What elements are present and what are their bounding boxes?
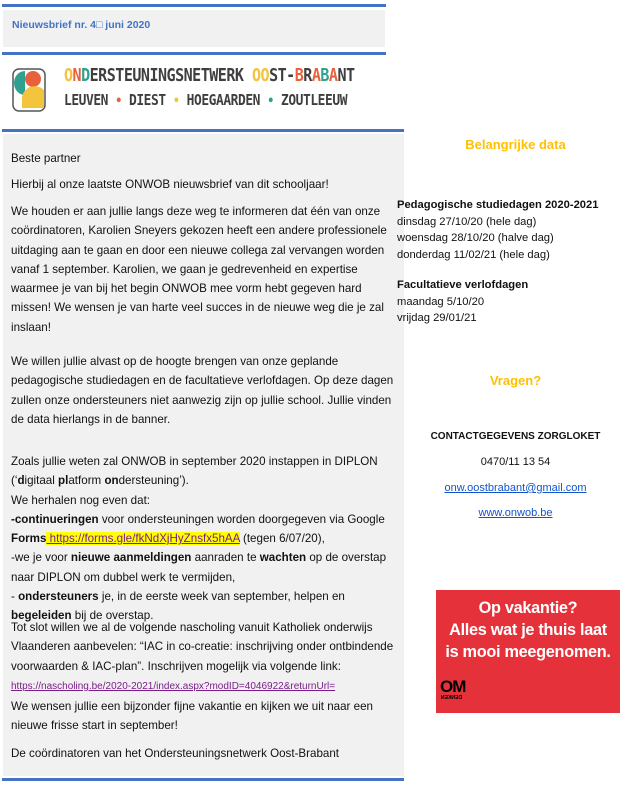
nascholing-link[interactable]: https://nascholing.be/2020-2021/index.aspx?modID=4046922&returnUrl= — [11, 680, 336, 692]
logo-banner — [0, 56, 386, 126]
intro-paragraph: Hierbij al onze laatste ONWOB nieuwsbrief van dit schooljaar! — [11, 178, 329, 191]
study-days-title: Pedagogische studiedagen 2020-2021 — [397, 199, 599, 211]
ad-text: Op vakantie? Alles wat je thuis laat is mooi meegenomen. — [445, 599, 611, 661]
leave-days-title: Facultatieve verlofdagen — [397, 279, 529, 291]
contact-website-wrap — [405, 507, 626, 519]
study-day-item: dinsdag 27/10/20 (hele dag) — [397, 215, 537, 228]
body-bottom-rule — [2, 778, 404, 781]
contact-phone: 0470/11 13 54 — [480, 456, 551, 468]
body-top-rule — [2, 129, 404, 132]
newsletter-body — [3, 134, 404, 776]
closing-paragraph: We wensen jullie een bijzonder fijne vakantie en kijken we uit naar een nieuwe frisse start in september! — [11, 700, 373, 733]
issue-label: Nieuwsbrief nr. 4□ juni 2020 — [12, 19, 151, 31]
contact-title: CONTACTGEGEVENS ZORGLOKET — [430, 431, 601, 442]
network-logo-icon — [12, 68, 46, 112]
study-days-block — [397, 197, 598, 263]
header-band — [3, 10, 385, 47]
important-dates-heading: Belangrijke data — [465, 137, 566, 152]
google-forms-link[interactable]: https://forms.gle/fkNdXjHyZnsfx5hAA — [46, 532, 240, 546]
questions-heading: Vragen? — [489, 373, 542, 388]
study-day-item: donderdag 11/02/21 (hele dag) — [397, 248, 550, 261]
logo-title: ONDERSTEUNINGSNETWERK OOST-BRABANT — [64, 66, 355, 86]
training-paragraph: Tot slot willen we al de volgende nascholing vanuit Katholiek onderwijs Vlaanderen aanbevelen: “IAC in co-creatie: inschrijving onder ontbindende voorwaarden & IAC-plan”. Inschrijven mogelijk via volgende link: https://nascholing.be/2020-2021/index.aspx?modID=4046922&returnUrl= — [11, 621, 394, 692]
vacation-ad — [436, 590, 620, 713]
diplon-paragraph: Zoals jullie weten zal ONWOB in september 2020 instappen in DIPLON (‘digitaal platform ondersteuning’). We herhalen nog even dat: -continueringen voor ondersteuningen worden doorgegeven via Google Forms https://forms.gle/fkNdXjHyZnsfx5hAA (tegen 6/07/20), -we je voor nieuwe aanmeldingen aanraden te wachten op de overstap naar DIPLON om dubbel werk te vermijden, - ondersteuners je, in de eerste week van september, helpen en begeleiden bij de overstap. — [11, 455, 387, 623]
farewell-paragraph: We houden er aan jullie langs deze weg te informeren dat één van onze coördinatoren, Karolien Sneyers gekozen heeft een andere professionele uitdaging aan te gaan en door een nieuwe collega zal vervangen worden vanaf 1 september. Karolien, we gaan je gedrevenheid en expertise waarmee je van bij het begin ONWOB mee vorm hebt gegeven hard missen! We wensen je van harte veel succes in de nieuwe weg die je zal inslaan! — [11, 205, 387, 334]
leave-days-block — [397, 277, 528, 327]
email-link[interactable]: onw.oostbrabant@gmail.com — [444, 482, 587, 494]
signature: De coördinatoren van het Ondersteuningsnetwerk Oost-Brabant — [11, 747, 340, 760]
leave-day-item: vrijdag 29/01/21 — [397, 312, 477, 324]
om-logo: OM DENKEN — [440, 677, 466, 701]
leave-day-item: maandag 5/10/20 — [397, 295, 485, 308]
website-link[interactable]: www.onwob.be — [478, 507, 553, 519]
header-bottom-rule — [2, 52, 386, 55]
top-rule — [2, 4, 386, 7]
study-day-item: woensdag 28/10/20 (halve dag) — [397, 232, 554, 244]
logo-subtitle: LEUVEN • DIEST • HOEGAARDEN • ZOUTLEEUW — [64, 91, 348, 109]
greeting: Beste partner — [11, 152, 81, 165]
contact-email-wrap — [405, 482, 626, 494]
studydays-paragraph: We willen jullie alvast op de hoogte brengen van onze geplande pedagogische studiedagen en de facultatieve verlofdagen. Op deze dagen zullen onze ondersteuners niet aanwezig zijn op jullie school. Jullie vinden de data hierlangs in de banner. — [11, 355, 394, 426]
